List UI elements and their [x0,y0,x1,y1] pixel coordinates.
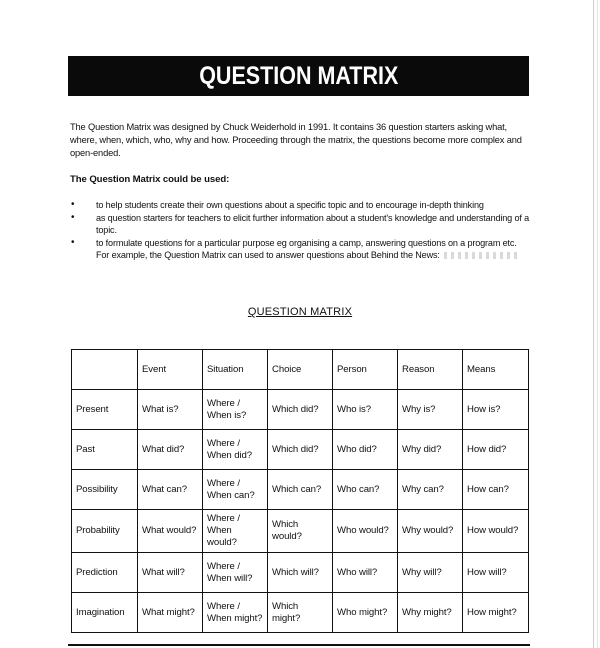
row-header: Past [72,430,138,470]
table-cell: Who might? [333,593,398,633]
faded-text-smudge [444,252,518,259]
table-cell: Which did? [268,390,333,430]
table-cell: How will? [463,553,529,593]
list-item-text: to formulate questions for a particular purpose eg organising a camp, answering questions on a program etc. For example, the Question Matrix can used to answer questions about Behind the News: [96,237,517,260]
list-item-text: as question starters for teachers to elicit further information about a student's knowledge and understanding of a topic. [96,212,530,235]
table-cell: Why can? [398,470,463,510]
table-row [72,390,529,430]
page-title: QUESTION MATRIX [198,61,399,90]
intro-paragraph: The Question Matrix was designed by Chuck Weiderhold in 1991. It contains 36 question starters asking what, where, when, which, who, why and how. Proceeding through the matrix, the questions become more complex and open-ended. [70,122,522,158]
usage-list [70,199,532,262]
table-cell: What can? [138,470,203,510]
column-header: Event [138,350,203,390]
table-cell: Which did? [268,430,333,470]
column-header: Person [333,350,398,390]
table-cell: Why is? [398,390,463,430]
bottom-divider [68,644,530,646]
table-cell: Who is? [333,390,398,430]
column-header: Means [463,350,529,390]
table-cell: Why would? [398,510,463,553]
table-cell: What would? [138,510,203,553]
table-cell: Who can? [333,470,398,510]
table-cell: Who would? [333,510,398,553]
bullet-icon: • [71,211,75,223]
page-edge [593,0,594,648]
table-header-row [72,350,529,390]
table-cell: Where / When did? [203,430,268,470]
table-row [72,430,529,470]
table-cell: Who did? [333,430,398,470]
row-header: Possibility [72,470,138,510]
matrix-title: QUESTION MATRIX [247,306,353,318]
table-cell: How is? [463,390,529,430]
table-cell: What did? [138,430,203,470]
usage-heading: The Question Matrix could be used: [70,174,230,185]
table-cell: Why did? [398,430,463,470]
list-item-text: to help students create their own questions about a specific topic and to encourage in-depth thinking [96,200,484,210]
row-header: Prediction [72,553,138,593]
table-row [72,510,529,553]
list-item [70,199,532,212]
column-header: Situation [203,350,268,390]
table-row [72,470,529,510]
table-cell: What might? [138,593,203,633]
table-cell: Why might? [398,593,463,633]
question-matrix-table [71,349,529,633]
column-header: Choice [268,350,333,390]
title-banner [68,56,529,96]
table-cell: Which might? [268,593,333,633]
table-cell: Which will? [268,553,333,593]
list-item [70,212,532,237]
column-header: Reason [398,350,463,390]
row-header: Present [72,390,138,430]
table-cell: How can? [463,470,529,510]
table-cell: Where / When might? [203,593,268,633]
table-cell: Where / When will? [203,553,268,593]
table-cell: Who will? [333,553,398,593]
bullet-icon: • [71,199,75,210]
bullet-icon: • [71,236,75,248]
table-cell: What will? [138,553,203,593]
list-item [70,237,532,262]
table-row [72,553,529,593]
table-cell: Which can? [268,470,333,510]
table-cell: What is? [138,390,203,430]
table-cell: Why will? [398,553,463,593]
table-cell: Which would? [268,510,333,553]
column-header [72,350,138,390]
row-header: Probability [72,510,138,553]
table-cell: How might? [463,593,529,633]
table-cell: How would? [463,510,529,553]
page-edge-outer [597,0,598,648]
table-cell: How did? [463,430,529,470]
table-row [72,593,529,633]
table-cell: Where / When would? [203,510,268,553]
row-header: Imagination [72,593,138,633]
table-cell: Where / When can? [203,470,268,510]
table-cell: Where / When is? [203,390,268,430]
